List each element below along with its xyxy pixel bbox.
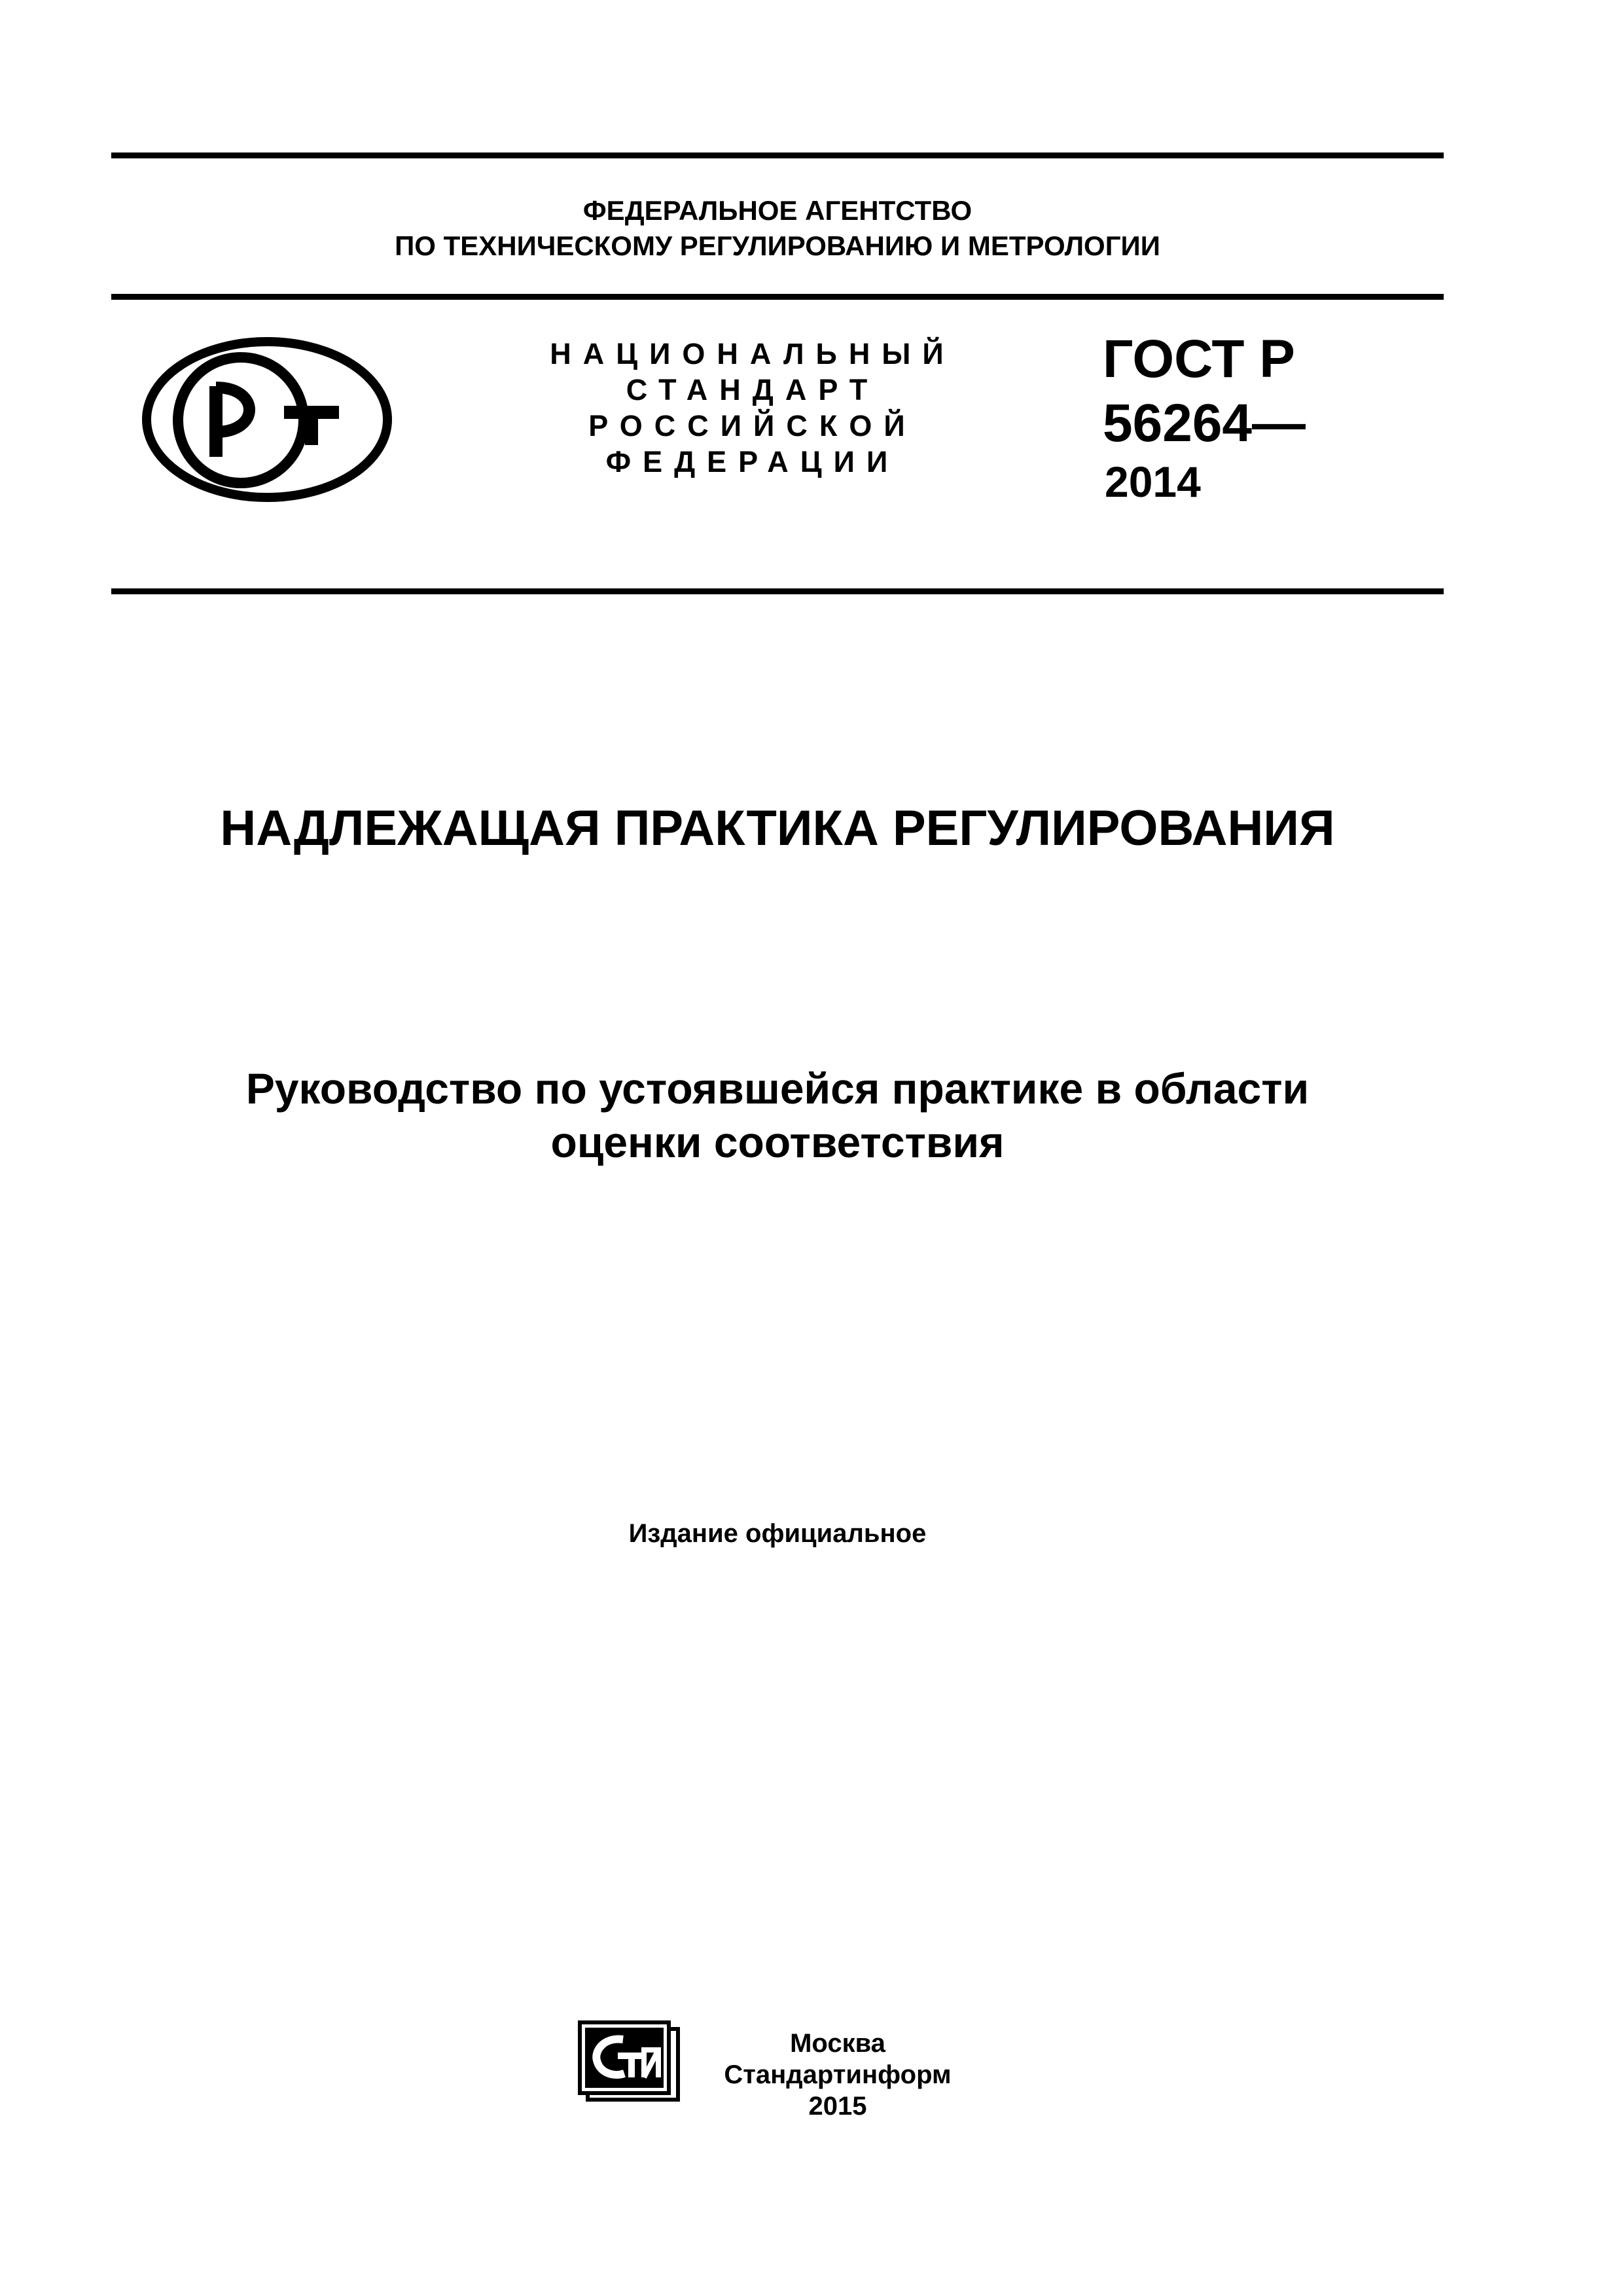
national-standard-line-3: РОССИЙСКОЙ [588,409,917,442]
agency-header [111,193,1444,264]
rst-conformity-mark-icon [136,334,398,505]
national-standard-line-4: ФЕДЕРАЦИИ [605,445,900,478]
imprint-year: 2015 [808,2092,867,2121]
document-title: НАДЛЕЖАЩАЯ ПРАКТИКА РЕГУЛИРОВАНИЯ [220,800,1335,856]
standard-block-rule [111,588,1444,594]
national-standard-label [550,336,955,480]
national-standard-line-1: НАЦИОНАЛЬНЫЙ [550,337,955,370]
imprint-city: Москва [790,2029,885,2058]
designation-year: 2014 [1105,457,1201,506]
top-rule [111,152,1444,158]
designation-line-1: ГОСТ Р [1103,329,1295,389]
imprint-publisher: Стандартинформ [724,2060,952,2089]
subtitle-line-2: оценки соответствия [550,1118,1005,1166]
document-subtitle [111,1062,1444,1169]
national-standard-line-2: СТАНДАРТ [626,373,880,406]
standard-designation [1103,327,1306,456]
standartinform-logo-icon [576,2020,686,2106]
subtitle-line-1: Руководство по устоявшейся практике в области [245,1064,1310,1113]
header-rule [111,294,1444,300]
designation-line-2: 56264— [1103,393,1306,453]
agency-line-1: ФЕДЕРАЛЬНОЕ АГЕНТСТВО [582,195,972,226]
publisher-imprint [694,2028,982,2122]
edition-label: Издание официальное [628,1519,927,1548]
agency-line-2: ПО ТЕХНИЧЕСКОМУ РЕГУЛИРОВАНИЮ И МЕТРОЛОГИИ [395,230,1160,261]
